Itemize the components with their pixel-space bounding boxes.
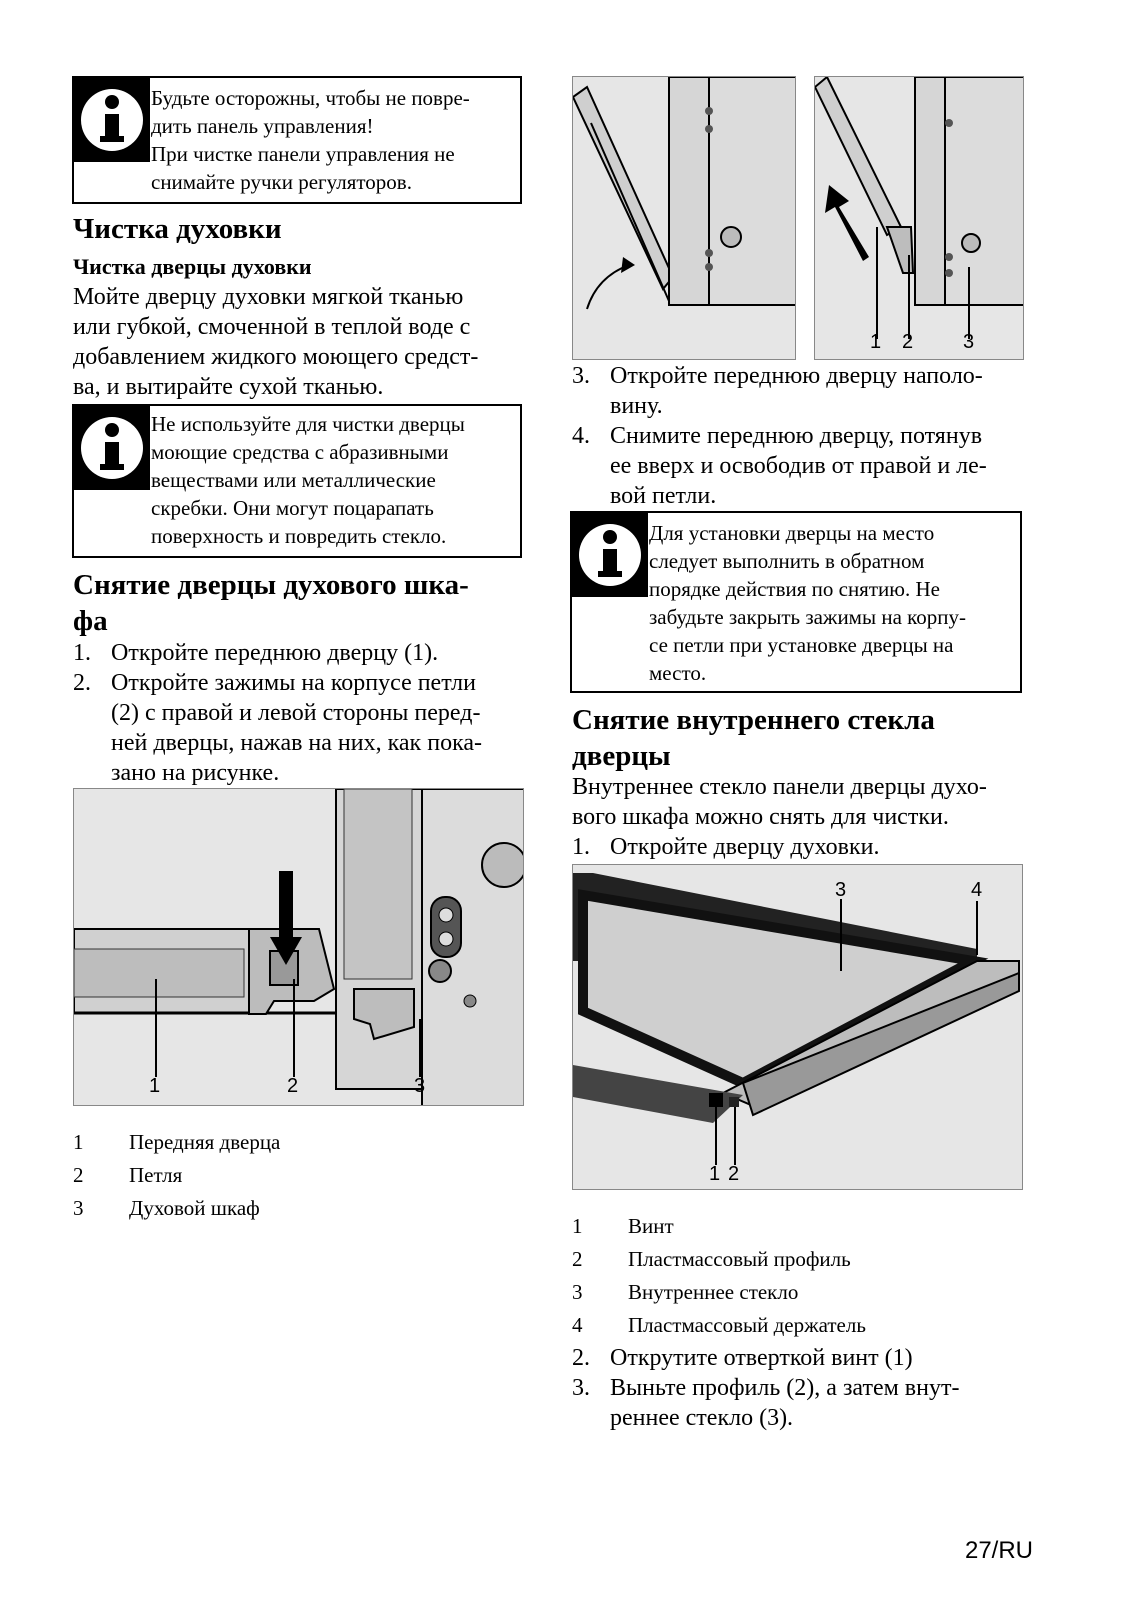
steps-glass-removal — [572, 1343, 1032, 1433]
note-line: Не используйте для чистки дверцы — [151, 412, 465, 436]
text-line: Мойте дверцу духовки мягкой тканью — [73, 284, 464, 310]
note-line: скребки. Они могут поцарапать — [151, 496, 434, 520]
callout-label: 1 — [870, 331, 882, 353]
note-line: забудьте закрыть зажимы на корпу- — [649, 605, 967, 629]
paragraph-inner-glass — [572, 772, 987, 832]
steps-door-removal — [73, 638, 523, 788]
note-text — [151, 84, 510, 196]
step-item — [572, 1373, 1032, 1433]
legend-inner-glass — [572, 1210, 1022, 1342]
note-line: При чистке панели управления не — [151, 142, 455, 166]
legend-number: 2 — [572, 1247, 583, 1271]
legend-row — [572, 1243, 1022, 1276]
heading-line: Снятие дверцы духового шка- — [73, 569, 469, 601]
step-text: вину. — [610, 393, 663, 419]
heading-line: фа — [73, 605, 108, 637]
step-text: ней дверцы, нажав на них, как пока- — [111, 730, 483, 756]
legend-number: 4 — [572, 1313, 583, 1337]
step-text: Выньте профиль (2), а затем внут- — [610, 1375, 960, 1401]
legend-text: Внутреннее стекло — [628, 1280, 799, 1304]
step-number: 3. — [572, 363, 590, 389]
callout-label: 3 — [963, 331, 975, 353]
heading-line: дверцы — [572, 740, 671, 772]
note-line: порядке действия по снятию. Не — [649, 577, 940, 601]
note-line: моющие средства с абразивными — [151, 440, 449, 464]
step-text: Откройте переднюю дверцу наполо- — [610, 363, 983, 389]
inner-glass-illustration — [573, 865, 1023, 1190]
note-text — [649, 519, 1010, 687]
step-text: ее вверх и освободив от правой и ле- — [610, 453, 987, 479]
text-line: Внутреннее стекло панели дверцы духо- — [572, 774, 987, 800]
info-note-reinstall — [570, 511, 1022, 693]
page-number: 27/RU — [964, 1537, 1033, 1564]
step-number: 1. — [572, 834, 590, 860]
step-text: вой петли. — [610, 483, 717, 509]
step-text: (2) с правой и левой стороны перед- — [111, 700, 481, 726]
callout-label: 1 — [709, 1163, 721, 1185]
note-line: Для установки дверцы на место — [649, 521, 935, 545]
legend-text: Петля — [129, 1163, 183, 1187]
legend-row — [572, 1309, 1022, 1342]
callout-label: 1 — [149, 1075, 161, 1097]
legend-text: Духовой шкаф — [129, 1196, 260, 1220]
subheading-door-cleaning: Чистка дверцы духовки — [73, 254, 312, 279]
step-item — [572, 832, 1032, 862]
step-text: зано на рисунке. — [111, 760, 280, 786]
legend-row — [572, 1210, 1022, 1243]
legend-number: 1 — [73, 1130, 84, 1154]
info-icon — [74, 78, 150, 162]
legend-number: 3 — [73, 1196, 84, 1220]
figure-door-lift-off — [814, 76, 1024, 360]
callout-label: 3 — [835, 879, 847, 901]
legend-number: 1 — [572, 1214, 583, 1238]
door-half-open-illustration — [573, 77, 796, 360]
heading-door-removal — [73, 567, 469, 639]
steps-glass-open — [572, 832, 1032, 862]
legend-text: Пластмассовый держатель — [628, 1313, 866, 1337]
step-item — [73, 638, 523, 668]
note-line: веществами или металлические — [151, 468, 436, 492]
text-line: добавлением жидкого моющего средст- — [73, 344, 479, 370]
callout-label: 2 — [287, 1075, 299, 1097]
legend-text: Пластмассовый профиль — [628, 1247, 851, 1271]
legend-text: Передняя дверца — [129, 1130, 281, 1154]
callout-label: 3 — [414, 1075, 426, 1097]
paragraph-door-cleaning — [73, 282, 478, 402]
note-line: следует выполнить в обратном — [649, 549, 925, 573]
hinge-illustration — [74, 789, 524, 1106]
legend-number: 2 — [73, 1163, 84, 1187]
steps-door-lift — [572, 361, 1032, 511]
step-text: Снимите переднюю дверцу, потянув — [610, 423, 983, 449]
heading-inner-glass-removal — [572, 702, 935, 774]
step-text: Открутите отверткой винт (1) — [610, 1345, 913, 1371]
step-number: 4. — [572, 423, 590, 449]
door-lift-illustration — [815, 77, 1024, 360]
legend-row — [73, 1126, 473, 1159]
note-line: се петли при установке дверцы на — [649, 633, 954, 657]
figure-door-hinge — [73, 788, 524, 1106]
legend-text: Винт — [628, 1214, 674, 1238]
note-line: Будьте осторожны, чтобы не повре- — [151, 86, 470, 110]
step-item — [572, 421, 1032, 511]
step-number: 2. — [73, 670, 91, 696]
step-text: реннее стекло (3). — [610, 1405, 794, 1431]
note-line: дить панель управления! — [151, 114, 374, 138]
legend-number: 3 — [572, 1280, 583, 1304]
legend-row — [73, 1192, 473, 1225]
callout-label: 4 — [971, 879, 983, 901]
warning-note-abrasives — [72, 404, 522, 558]
figure-door-open-half — [572, 76, 796, 360]
step-text: Откройте переднюю дверцу (1). — [111, 640, 439, 666]
warning-note-control-panel — [72, 76, 522, 204]
step-item — [73, 668, 523, 788]
note-text — [151, 410, 510, 550]
callout-label: 2 — [902, 331, 914, 353]
info-icon — [572, 513, 648, 597]
note-line: поверхность и повредить стекло. — [151, 524, 447, 548]
legend-row — [73, 1159, 473, 1192]
text-line: ва, и вытирайте сухой тканью. — [73, 374, 384, 400]
text-line: или губкой, смоченной в теплой воде с — [73, 314, 471, 340]
legend-door-hinge — [73, 1126, 473, 1225]
step-text: Откройте дверцу духовки. — [610, 834, 880, 860]
step-text: Откройте зажимы на корпусе петли — [111, 670, 476, 696]
heading-line: Снятие внутреннего стекла — [572, 704, 935, 736]
step-number: 3. — [572, 1375, 590, 1401]
heading-oven-cleaning: Чистка духовки — [73, 213, 282, 245]
note-line: место. — [649, 661, 707, 685]
step-item — [572, 1343, 1032, 1373]
legend-row — [572, 1276, 1022, 1309]
text-line: вого шкафа можно снять для чистки. — [572, 804, 949, 830]
step-number: 1. — [73, 640, 91, 666]
step-item — [572, 361, 1032, 421]
callout-label: 2 — [728, 1163, 740, 1185]
step-number: 2. — [572, 1345, 590, 1371]
note-line: снимайте ручки регуляторов. — [151, 170, 412, 194]
figure-inner-glass — [572, 864, 1023, 1190]
info-icon — [74, 406, 150, 490]
